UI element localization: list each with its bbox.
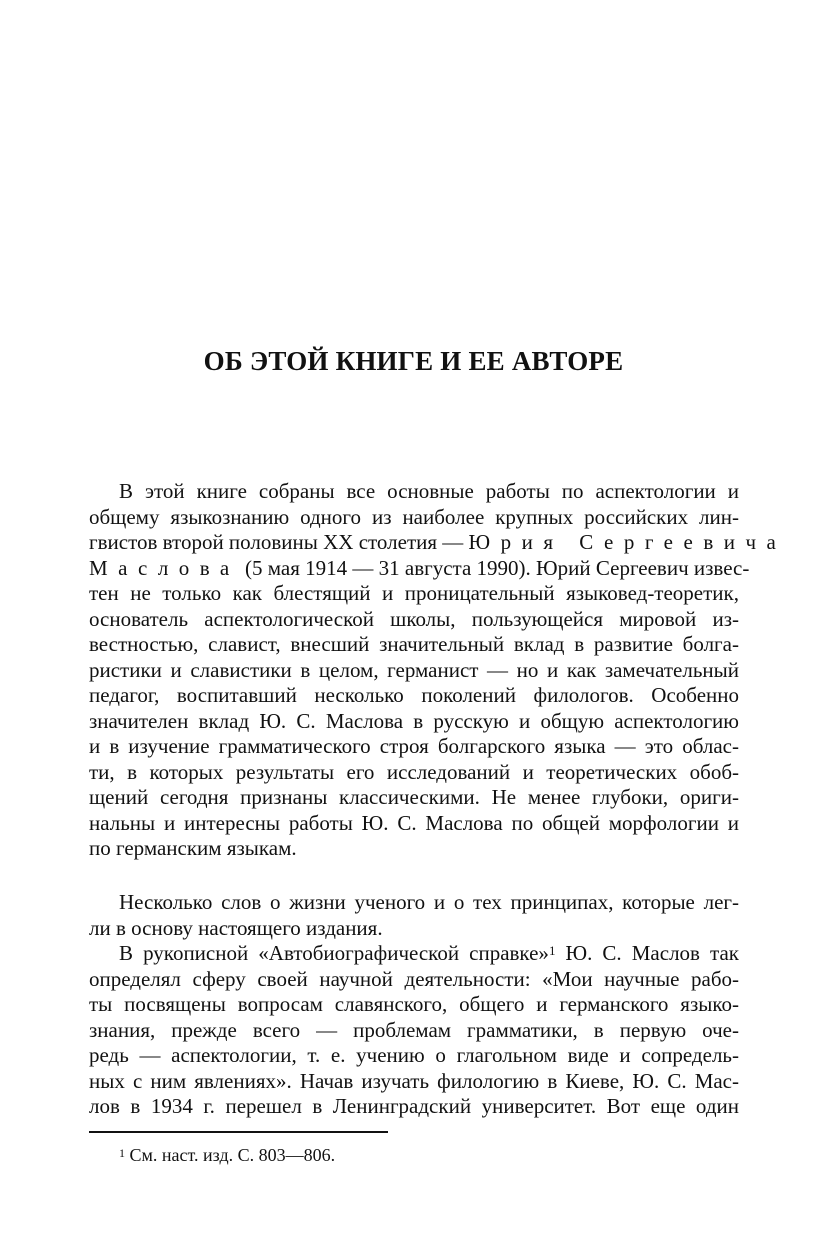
text-line: нальны и интересны работы Ю. С. Маслова по общей морфологии и	[89, 810, 739, 835]
text-line: общему языкознанию одного из наиболее крупных российских лин-	[89, 504, 739, 529]
emphasized-name: Маслова	[89, 555, 240, 580]
footnote-divider	[89, 1131, 388, 1133]
text-line: знания, прежде всего — проблемам грамматики, в первую оче-	[89, 1017, 739, 1042]
text-line: В этой книге собраны все основные работы по аспектологии и	[119, 479, 739, 503]
footnote	[119, 1143, 335, 1167]
paragraph-life	[89, 890, 739, 941]
page-title: ОБ ЭТОЙ КНИГЕ И ЕЕ АВТОРЕ	[203, 346, 624, 376]
text-segment: Ю. С. Маслов так	[555, 941, 739, 965]
text-line: Несколько слов о жизни ученого и о тех принципах, которые лег-	[119, 890, 739, 914]
text-line: и в изучение грамматического строя болгарского языка — это облас-	[89, 734, 739, 758]
text-line: ли в основу настоящего издания.	[89, 915, 383, 940]
text-line	[89, 941, 739, 967]
text-line: значителен вклад Ю. С. Маслова в русскую и общую аспектологию	[89, 708, 739, 733]
text-line: ти, в которых результаты его исследований и теоретических обоб-	[89, 759, 739, 784]
text-line	[89, 555, 750, 582]
paragraph-autobiography	[89, 941, 739, 1120]
text-line: лов в 1934 г. перешел в Ленинградский университет. Вот еще один	[89, 1094, 739, 1118]
text-segment: (5 мая 1914 — 31 августа 1990). Юрий Сергеевич извес-	[239, 555, 750, 580]
text-line: тен не только как блестящий и проницательный языковед-теоретик,	[89, 581, 739, 605]
text-line: определял сферу своей научной деятельности: «Мои научные рабо-	[89, 966, 739, 991]
text-line: щений сегодня признаны классическими. Не менее глубоки, ориги-	[89, 785, 739, 809]
text-line: основатель аспектологической школы, пользующейся мировой из-	[89, 606, 739, 631]
text-segment: В рукописной «Автобиографической справке»	[119, 941, 549, 965]
footnote-text: См. наст. изд. С. 803—806.	[125, 1145, 336, 1165]
text-line: вестностью, славист, внесший значительный вклад в развитие болга-	[89, 632, 739, 656]
footnote-reference[interactable]: 1	[548, 943, 556, 958]
text-line: редь — аспектологии, т. е. учению о глагольном виде и сопредель-	[89, 1043, 739, 1067]
text-segment: гвистов второй половины XX столетия —	[89, 530, 469, 554]
text-line: ты посвящены вопросам славянского, общего и германского языко-	[89, 992, 739, 1016]
emphasized-name: Юрия Сергеевича	[468, 530, 787, 554]
text-line	[89, 530, 787, 556]
footnote-mark: 1	[119, 1146, 125, 1160]
text-line: ных с ним явлениях». Начав изучать филологию в Киеве, Ю. С. Мас-	[89, 1068, 739, 1093]
text-line: ристики и славистики в целом, германист — но и как замечательный	[89, 657, 739, 682]
text-line: по германским языкам.	[89, 836, 297, 860]
paragraph-intro	[89, 479, 787, 862]
text-line: педагог, воспитавший несколько поколений филологов. Особенно	[89, 683, 739, 707]
